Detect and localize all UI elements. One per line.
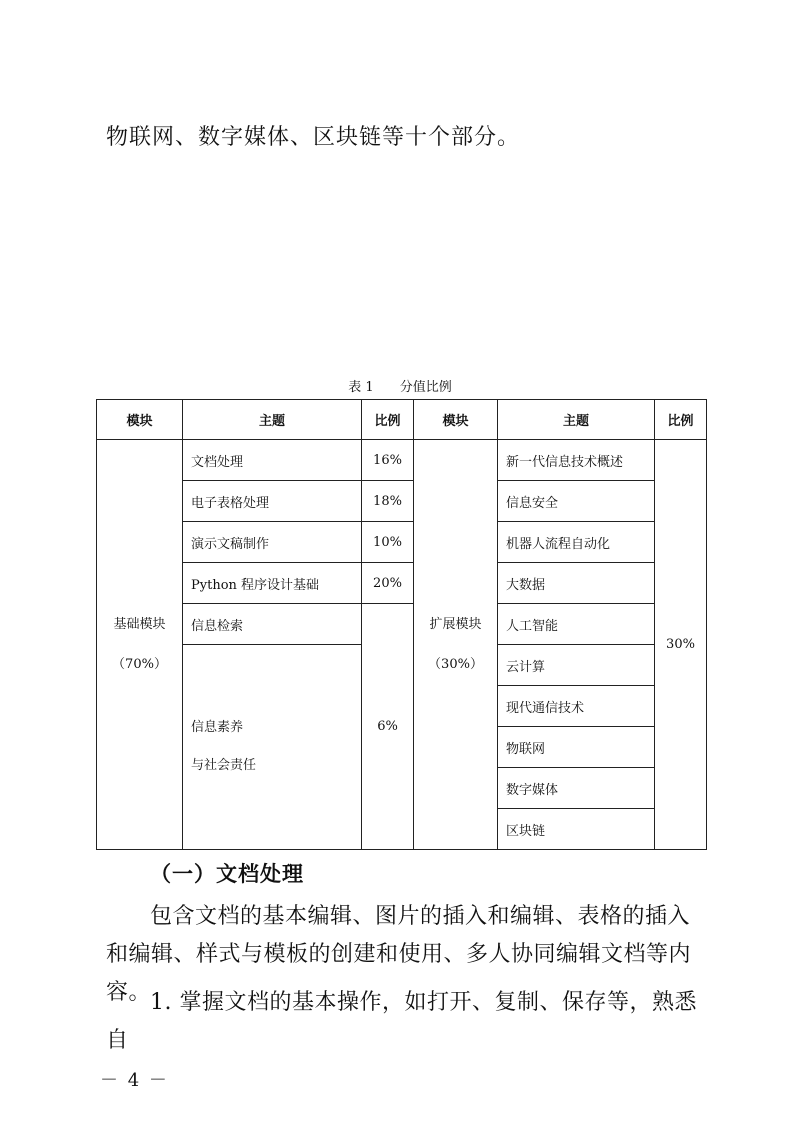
extended-topic: 物联网 xyxy=(498,727,655,768)
basic-topic: 演示文稿制作 xyxy=(183,522,362,563)
header-ratio-2: 比例 xyxy=(655,400,707,440)
score-ratio-table xyxy=(96,399,707,850)
extended-topic: 区块链 xyxy=(498,809,655,850)
literacy-line-2: 与社会责任 xyxy=(191,758,257,773)
table-row xyxy=(97,604,707,645)
basic-ratio: 20% xyxy=(362,563,414,604)
table-row xyxy=(97,522,707,563)
extended-module-cell xyxy=(414,440,498,850)
extended-ratio: 30% xyxy=(655,440,707,850)
table-row xyxy=(97,563,707,604)
basic-topic: Python 程序设计基础 xyxy=(183,563,362,604)
intro-paragraph: 物联网、数字媒体、区块链等十个部分。 xyxy=(106,125,521,150)
table-row xyxy=(97,440,707,481)
basic-module-cell xyxy=(97,440,183,850)
table-caption-title: 分值比例 xyxy=(399,380,452,395)
basic-topic-literacy xyxy=(183,645,362,850)
extended-topic: 云计算 xyxy=(498,645,655,686)
basic-topic: 电子表格处理 xyxy=(183,481,362,522)
extended-topic: 现代通信技术 xyxy=(498,686,655,727)
extended-topic: 信息安全 xyxy=(498,481,655,522)
table-header-row xyxy=(97,400,707,440)
header-ratio: 比例 xyxy=(362,400,414,440)
table-row xyxy=(97,481,707,522)
header-module-2: 模块 xyxy=(414,400,498,440)
basic-ratio: 10% xyxy=(362,522,414,563)
extended-topic: 数字媒体 xyxy=(498,768,655,809)
table-caption-number: 表 1 xyxy=(348,380,374,395)
extended-topic: 机器人流程自动化 xyxy=(498,522,655,563)
basic-ratio: 16% xyxy=(362,440,414,481)
table-caption xyxy=(0,376,800,395)
basic-module-ratio: （70%） xyxy=(112,656,167,672)
basic-module-name: 基础模块 xyxy=(113,616,166,632)
header-module: 模块 xyxy=(97,400,183,440)
basic-shared-ratio: 6% xyxy=(362,604,414,850)
basic-topic: 文档处理 xyxy=(183,440,362,481)
extended-topic: 新一代信息技术概述 xyxy=(498,440,655,481)
body-paragraph: 包含文档的基本编辑、图片的插入和编辑、表格的插入和编辑、样式与模板的创建和使用、多人协同编辑文档等内容。 xyxy=(106,904,692,1005)
literacy-line-1: 信息素养 xyxy=(191,720,244,735)
page-number: － 4 － xyxy=(100,1070,169,1091)
basic-topic: 信息检索 xyxy=(183,604,362,645)
extended-module-name: 扩展模块 xyxy=(429,616,482,632)
header-topic-2: 主题 xyxy=(498,400,655,440)
header-topic: 主题 xyxy=(183,400,362,440)
extended-topic: 大数据 xyxy=(498,563,655,604)
basic-ratio: 18% xyxy=(362,481,414,522)
body-paragraph: 1. 掌握文档的基本操作，如打开、复制、保存等，熟悉自 xyxy=(106,990,697,1053)
extended-topic: 人工智能 xyxy=(498,604,655,645)
extended-module-ratio: （30%） xyxy=(428,656,483,672)
section-heading: （一）文档处理 xyxy=(150,861,304,886)
